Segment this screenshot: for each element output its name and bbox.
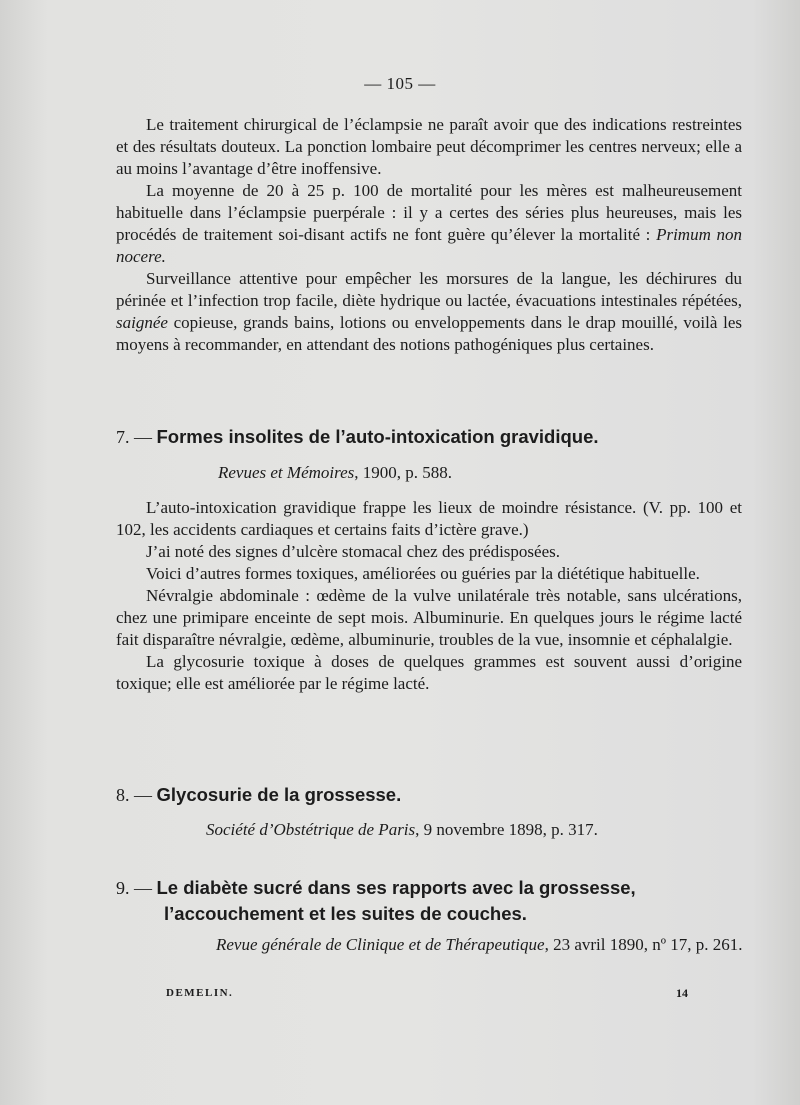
- emphasis: saignée: [116, 313, 168, 332]
- paragraph: Le traitement chirurgical de l’éclampsie ne paraît avoir que des indications restreintes et des résultats douteux. La ponction lombaire peut décomprimer les centres nerveux; elle a au moins l’avantage d’être inoffensive.: [116, 115, 742, 178]
- intro-block: [116, 114, 742, 356]
- section-9-heading: [116, 875, 750, 926]
- journal-name: Revues et Mémoires: [218, 463, 355, 482]
- section-title: Glycosurie de la grossesse.: [156, 784, 402, 805]
- paragraph: La glycosurie toxique à doses de quelques grammes est souvent aussi d’origine toxique; elle est améliorée par le régime lacté.: [116, 652, 742, 693]
- section-7-reference: [218, 462, 452, 484]
- reference-details: , 9 novembre 1898, p. 317.: [415, 820, 598, 839]
- reference-details: , 1900, p. 588.: [354, 463, 453, 482]
- reference-details: , 23 avril 1890, nº 17, p. 261.: [544, 935, 743, 954]
- paragraph: J’ai noté des signes d’ulcère stomacal chez des prédisposées.: [146, 542, 560, 561]
- footer-author: DEMELIN.: [166, 987, 234, 999]
- section-7-body: [116, 497, 742, 695]
- section-8-heading: [116, 782, 746, 808]
- paragraph-text: copieuse, grands bains, lotions ou enveloppements dans le drap mouillé, voilà les moyens à recommander, en attendant des notions pathogéniques plus certaines.: [116, 313, 742, 354]
- paragraph-text: La moyenne de 20 à 25 p. 100 de mortalité pour les mères est malheureusement habituelle dans l’éclampsie puerpérale : il y a certes des séries plus heureuses, mais les procédés de traitement soi-disant actifs ne font guère qu’élever la mortalité :: [116, 181, 742, 244]
- paragraph: [116, 268, 742, 356]
- section-7-heading: [116, 424, 746, 450]
- section-title: Le diabète sucré dans ses rapports avec la grossesse, l’accouchement et les suites de couches.: [156, 877, 636, 924]
- footer-signature: 14: [676, 986, 688, 1000]
- paragraph: [116, 180, 742, 268]
- section-title: Formes insolites de l’auto-intoxication gravidique.: [156, 426, 599, 447]
- journal-name: Revue générale de Clinique et de Thérapeutique: [216, 935, 545, 954]
- section-9-reference: [216, 934, 780, 956]
- latin-quote: Primum non nocere.: [116, 225, 743, 266]
- paragraph: L’auto-intoxication gravidique frappe les lieux de moindre résistance. (V. pp. 100 et 102, les accidents cardiaques et certains faits d’ictère grave.): [116, 498, 742, 539]
- section-number: 9. —: [116, 878, 157, 898]
- paragraph-text: Surveillance attentive pour empêcher les morsures de la langue, les déchirures du périnée et l’infection trop facile, diète hydrique ou lactée, évacuations intestinales répétées,: [116, 269, 742, 310]
- section-number: 8. —: [116, 785, 157, 805]
- page-number: — 105 —: [364, 74, 436, 93]
- section-number: 7. —: [116, 427, 157, 447]
- journal-name: Société d’Obstétrique de Paris: [206, 820, 416, 839]
- paragraph: Voici d’autres formes toxiques, améliorées ou guéries par la diététique habituelle.: [146, 564, 700, 583]
- paragraph: Névralgie abdominale : œdème de la vulve unilatérale très notable, sans ulcérations, chez une primipare enceinte de sept mois. Albuminurie. En quelques jours le régime lacté fait disparaître névralgie, œdème, albuminurie, troubles de la vue, insomnie et céphalalgie.: [116, 586, 742, 649]
- section-8-reference: [206, 819, 598, 841]
